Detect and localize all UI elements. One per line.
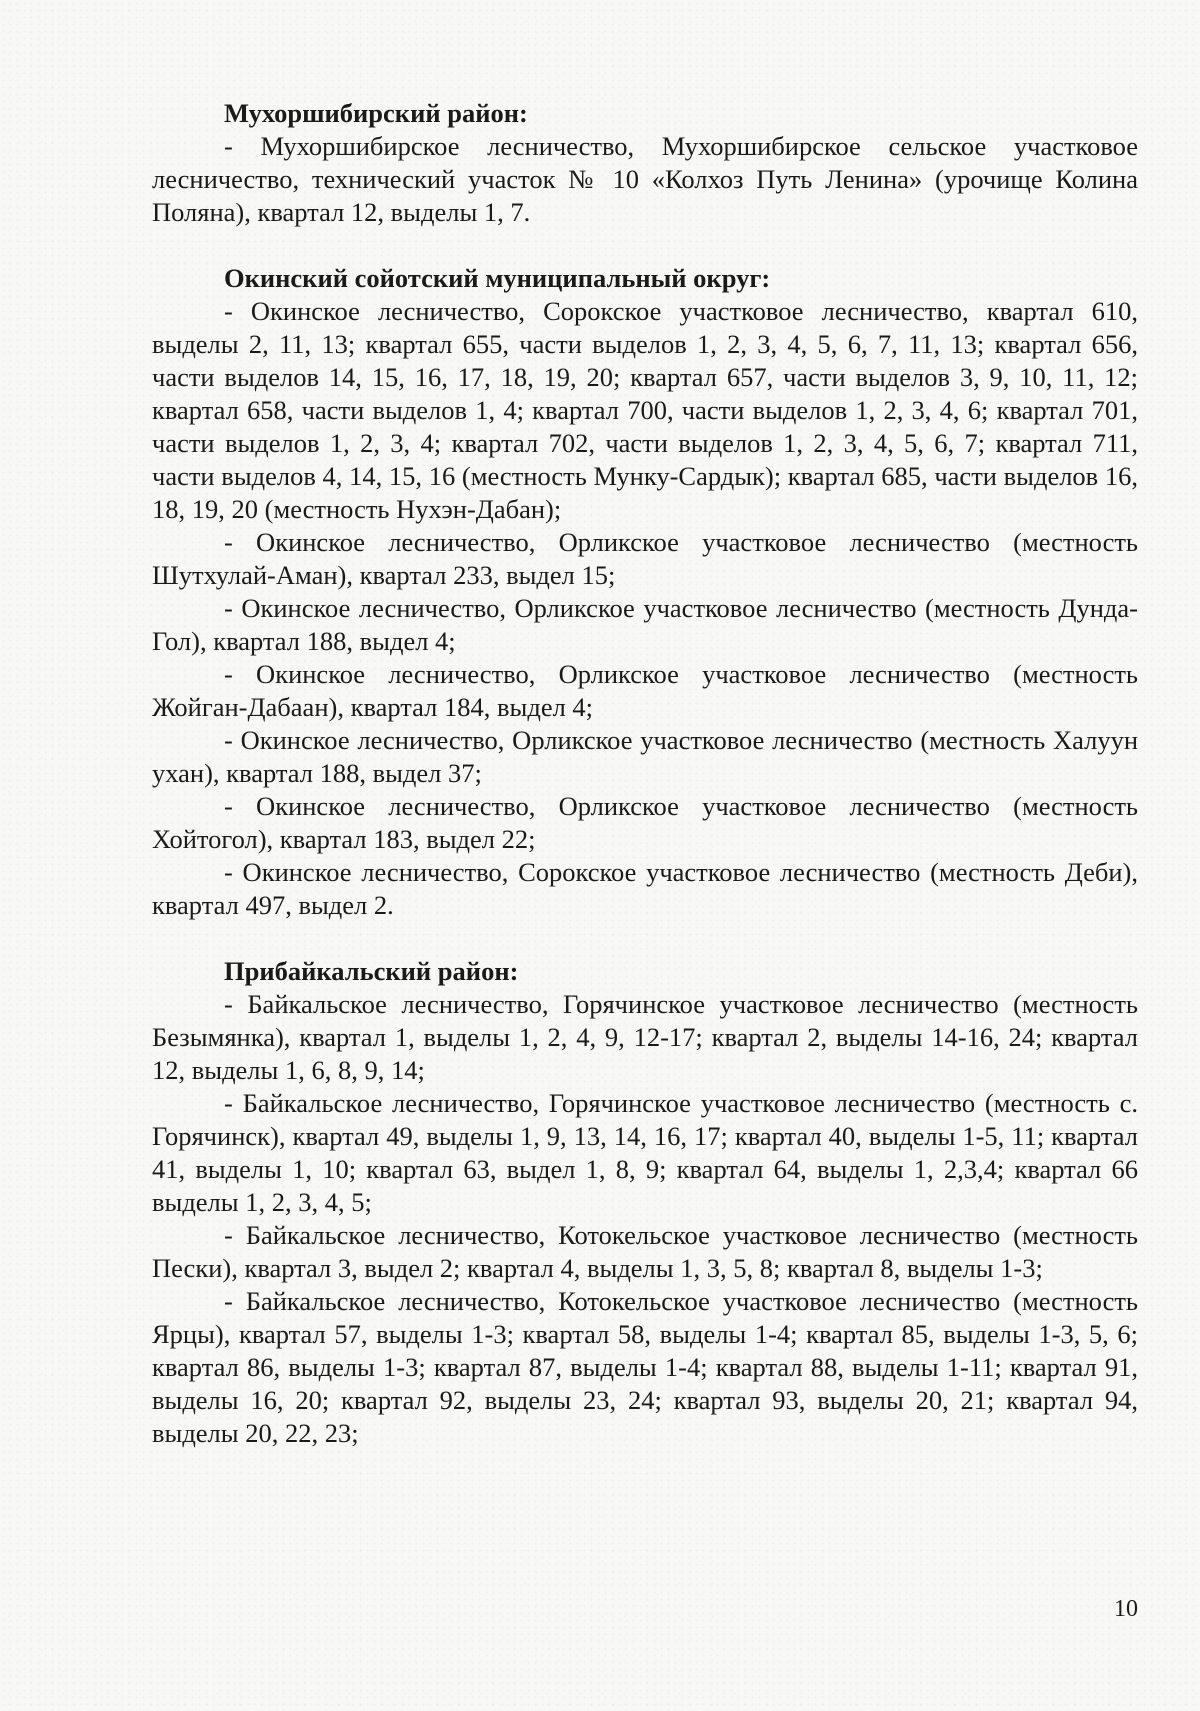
section-paragraph: - Окинское лесничество, Сорокское участковое лесничество (местность Деби), квартал 497, выдел 2.	[152, 857, 1138, 920]
section-paragraph: - Байкальское лесничество, Котокельское участковое лесничество (местность Ярцы), квартал 57, выделы 1-3; квартал 58, выделы 1-4; квартал 85, выделы 1-3, 5, 6; квартал 86, выделы 1-3; квартал 87, выделы 1-4; квартал 88, выделы 1-11; квартал 91, выделы 16, 20; квартал 92, выделы 23, 24; квартал 93, выделы 20, 21; квартал 94, выделы 20, 22, 23;	[152, 1286, 1138, 1448]
section-paragraph: - Окинское лесничество, Сорокское участковое лесничество, квартал 610, выделы 2, 11, 13; квартал 655, части выделов 1, 2, 3, 4, 5, 6, 7, 11, 13; квартал 656, части выделов 14, 15, 16, 17, 18, 19, 20; квартал 657, части выделов 3, 9, 10, 11, 12; квартал 658, части выделов 1, 4; квартал 700, части выделов 1, 2, 3, 4, 6; квартал 701, части выделов 1, 2, 3, 4; квартал 702, части выделов 1, 2, 3, 4, 5, 6, 7; квартал 711, части выделов 4, 14, 15, 16 (местность Мунку-Сардык); квартал 685, части выделов 16, 18, 19, 20 (местность Нухэн-Дабан);	[152, 296, 1138, 524]
section-paragraph: - Окинское лесничество, Орликское участковое лесничество (местность Шутхулай-Аман), квартал 233, выдел 15;	[152, 527, 1138, 590]
section-paragraph: - Байкальское лесничество, Горячинское участковое лесничество (местность с. Горячинск), квартал 49, выделы 1, 9, 13, 14, 16, 17; квартал 40, выделы 1-5, 11; квартал 41, выделы 1, 10; квартал 63, выдел 1, 8, 9; квартал 64, выделы 1, 2,3,4; квартал 66 выделы 1, 2, 3, 4, 5;	[152, 1088, 1138, 1217]
section-paragraph: - Окинское лесничество, Орликское участковое лесничество (местность Дунда-Гол), квартал 188, выдел 4;	[152, 593, 1138, 656]
section-paragraph: - Окинское лесничество, Орликское участковое лесничество (местность Хойтогол), квартал 183, выдел 22;	[152, 791, 1138, 854]
section-okinsky	[152, 262, 1138, 922]
section-heading: Окинский сойотский муниципальный округ:	[224, 263, 771, 293]
section-heading: Мухоршибирский район:	[224, 98, 528, 128]
section-paragraph: - Байкальское лесничество, Котокельское участковое лесничество (местность Пески), квартал 3, выдел 2; квартал 4, выделы 1, 3, 5, 8; квартал 8, выделы 1-3;	[152, 1220, 1138, 1283]
section-pribaikalsky	[152, 955, 1138, 1450]
section-heading: Прибайкальский район:	[224, 956, 519, 986]
section-paragraph: - Мухоршибирское лесничество, Мухоршибирское сельское участковое лесничество, технический участок № 10 «Колхоз Путь Ленина» (урочище Колина Поляна), квартал 12, выделы 1, 7.	[152, 131, 1138, 227]
section-paragraph: - Байкальское лесничество, Горячинское участковое лесничество (местность Безымянка), квартал 1, выделы 1, 2, 4, 9, 12-17; квартал 2, выделы 14-16, 24; квартал 12, выделы 1, 6, 8, 9, 14;	[152, 989, 1138, 1085]
page-number: 10	[1114, 1596, 1138, 1622]
section-mukhorshibirsky	[152, 97, 1138, 229]
document-body	[152, 97, 1138, 1450]
section-paragraph: - Окинское лесничество, Орликское участковое лесничество (местность Халуун ухан), квартал 188, выдел 37;	[152, 725, 1138, 788]
section-paragraph: - Окинское лесничество, Орликское участковое лесничество (местность Жойган-Дабаан), квартал 184, выдел 4;	[152, 659, 1138, 722]
